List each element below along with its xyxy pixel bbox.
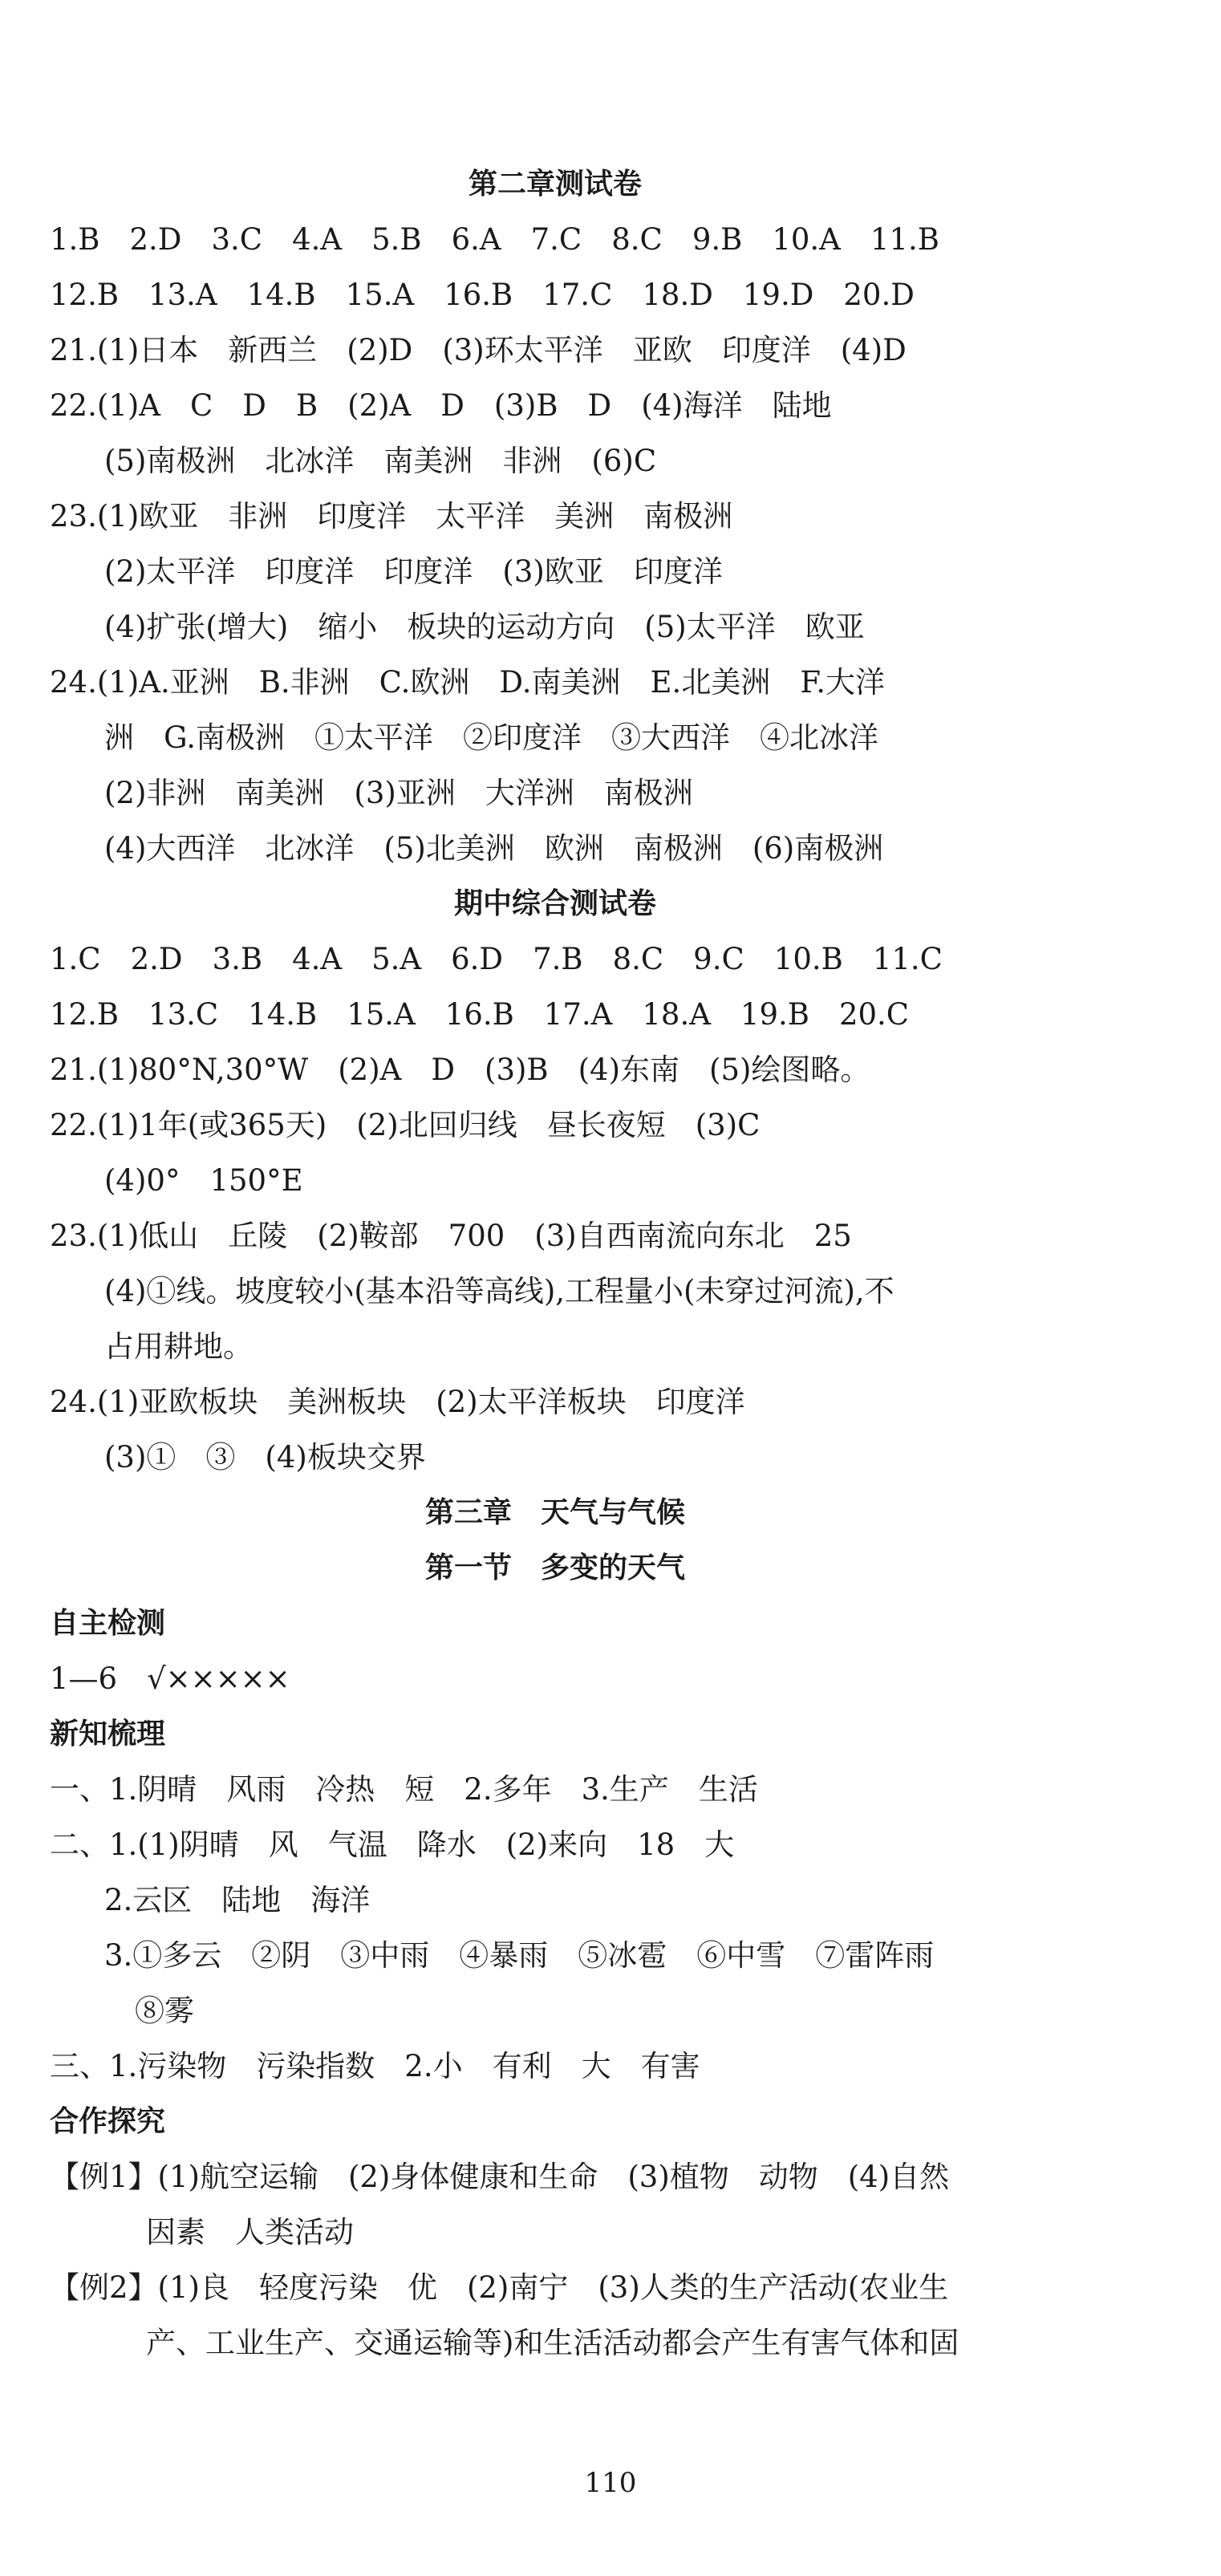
answer-line: 洲 G.南极洲 ①太平洋 ②印度洋 ③大西洋 ④北冰洋 (104, 720, 878, 755)
answer-line: 12.B 13.A 14.B 15.A 16.B 17.C 18.D 19.D 20.D (50, 278, 915, 312)
answer-line: 23.(1)低山 丘陵 (2)鞍部 700 (3)自西南流向东北 25 (50, 1219, 852, 1253)
answer-line: (3)① ③ (4)板块交界 (104, 1440, 426, 1475)
answer-line: 【例2】(1)良 轻度污染 优 (2)南宁 (3)人类的生产活动(农业生 (50, 2270, 949, 2305)
answer-line: (4)大西洋 北冰洋 (5)北美洲 欧洲 南极洲 (6)南极洲 (104, 831, 884, 866)
answer-line: (2)非洲 南美洲 (3)亚洲 大洋洲 南极洲 (104, 776, 693, 810)
subsection-label: 新知梳理 (50, 1718, 166, 1750)
answer-line: 产、工业生产、交通运输等)和生活活动都会产生有害气体和固 (146, 2326, 959, 2360)
answer-line: 21.(1)日本 新西兰 (2)D (3)环太平洋 亚欧 印度洋 (4)D (50, 333, 907, 367)
answer-line: 2.云区 陆地 海洋 (104, 1883, 371, 1917)
answer-line: ⑧雾 (135, 1994, 194, 2028)
section-heading: 第二章测试卷 (468, 168, 642, 201)
subsection-label: 合作探究 (50, 2105, 166, 2138)
answer-line: 占用耕地。 (104, 1329, 253, 1364)
answer-line: 因素 人类活动 (146, 2215, 354, 2249)
answer-line: (5)南极洲 北冰洋 南美洲 非洲 (6)C (104, 444, 657, 478)
page-number: 110 (584, 2467, 637, 2499)
answer-line: 1—6 √××××× (50, 1661, 290, 1696)
section-heading: 第三章 天气与气候 (424, 1496, 685, 1529)
answer-line: 21.(1)80°N,30°W (2)A D (3)B (4)东南 (5)绘图略。 (50, 1053, 870, 1087)
answer-line: (4)0° 150°E (104, 1163, 303, 1198)
answer-line: 24.(1)A.亚洲 B.非洲 C.欧洲 D.南美洲 E.北美洲 F.大洋 (50, 665, 885, 700)
answer-line: 一、1.阴晴 风雨 冷热 短 2.多年 3.生产 生活 (50, 1772, 758, 1807)
answer-line: 22.(1)1年(或365天) (2)北回归线 昼长夜短 (3)C (50, 1108, 761, 1142)
section-heading: 第一节 多变的天气 (424, 1552, 685, 1584)
answer-line: 1.B 2.D 3.C 4.A 5.B 6.A 7.C 8.C 9.B 10.A 11.B (50, 222, 939, 257)
answer-line: 22.(1)A C D B (2)A D (3)B D (4)海洋 陆地 (50, 388, 832, 423)
answer-line: (4)①线。坡度较小(基本沿等高线),工程量小(未穿过河流),不 (104, 1274, 894, 1308)
subsection-label: 自主检测 (50, 1607, 166, 1640)
answer-line: 24.(1)亚欧板块 美洲板块 (2)太平洋板块 印度洋 (50, 1385, 745, 1419)
answer-line: (2)太平洋 印度洋 印度洋 (3)欧亚 印度洋 (104, 554, 723, 589)
answer-line: 23.(1)欧亚 非洲 印度洋 太平洋 美洲 南极洲 (50, 499, 733, 533)
answer-line: (4)扩张(增大) 缩小 板块的运动方向 (5)太平洋 欧亚 (104, 610, 865, 644)
answer-line: 12.B 13.C 14.B 15.A 16.B 17.A 18.A 19.B 20.C (50, 997, 910, 1032)
answer-page (50, 156, 1061, 2371)
answer-line: 二、1.(1)阴晴 风 气温 降水 (2)来向 18 大 (50, 1828, 735, 1862)
answer-line: 1.C 2.D 3.B 4.A 5.A 6.D 7.B 8.C 9.C 10.B 11.C (50, 942, 943, 976)
answer-line: 3.①多云 ②阴 ③中雨 ④暴雨 ⑤冰雹 ⑥中雪 ⑦雷阵雨 (104, 1938, 935, 1973)
answer-line: 三、1.污染物 污染指数 2.小 有利 大 有害 (50, 2049, 700, 2083)
section-heading: 期中综合测试卷 (453, 887, 656, 920)
answer-line: 【例1】(1)航空运输 (2)身体健康和生命 (3)植物 动物 (4)自然 (50, 2160, 950, 2194)
